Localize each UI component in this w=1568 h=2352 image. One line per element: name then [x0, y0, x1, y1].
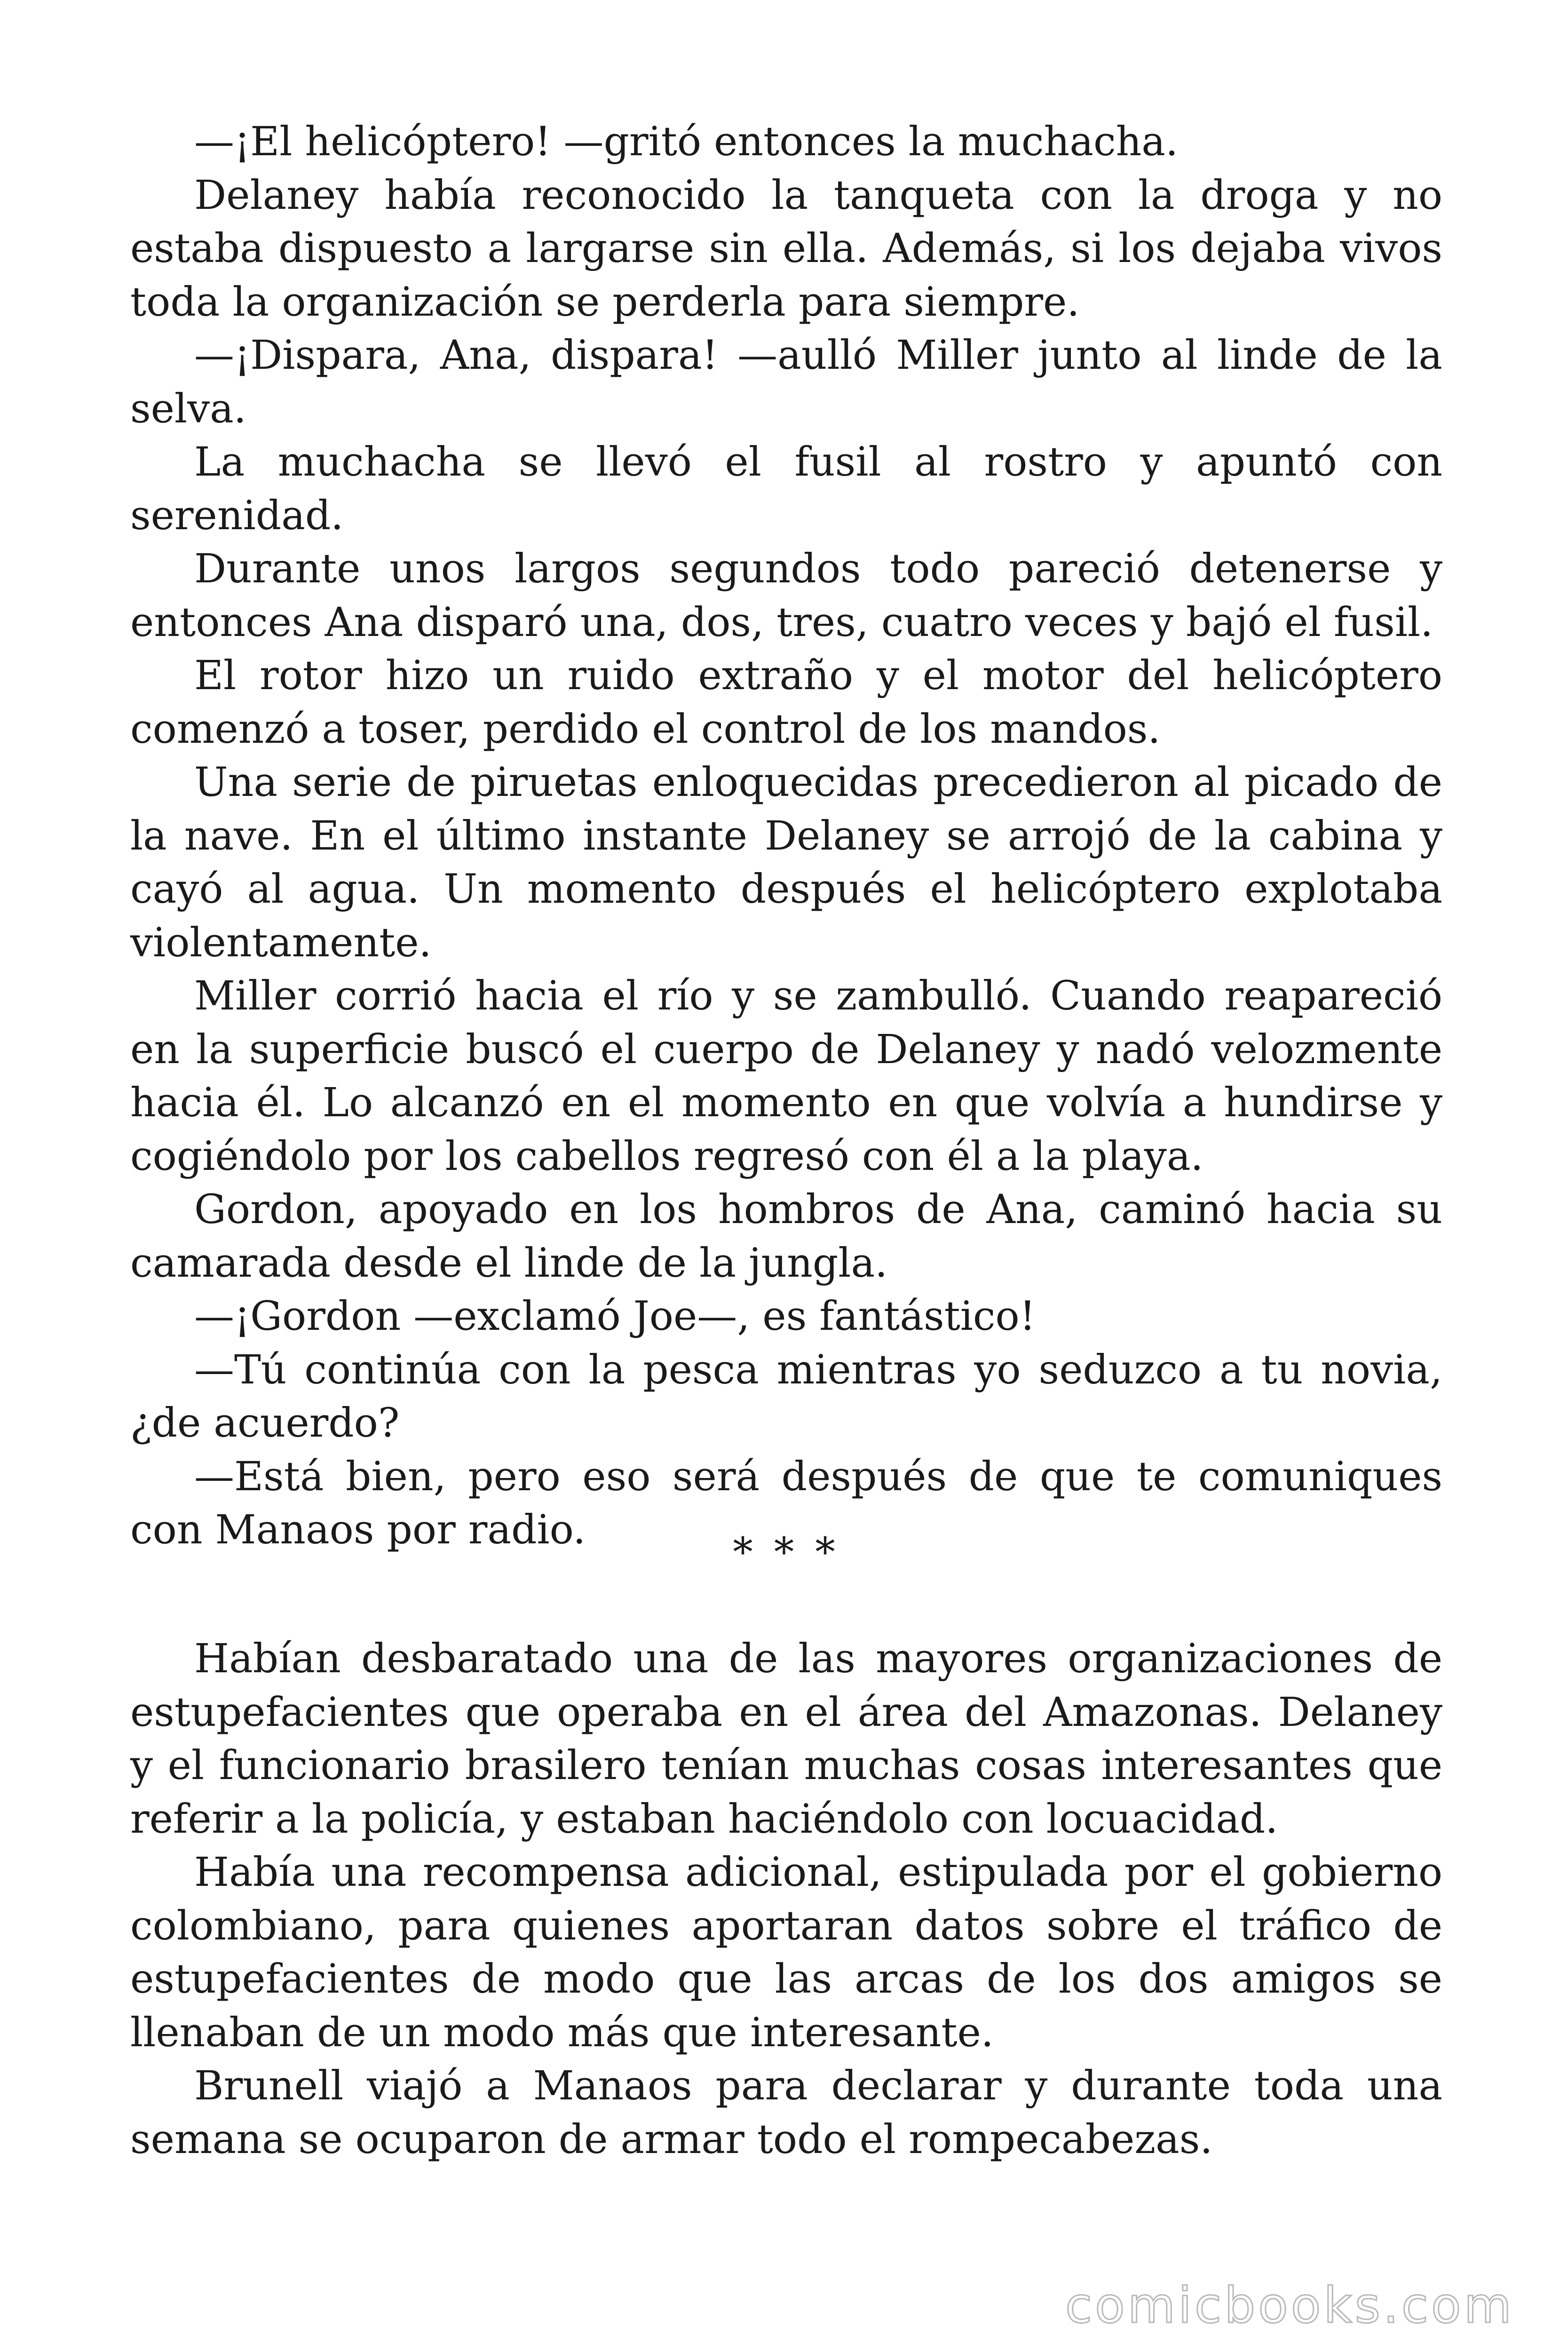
- paragraph: Brunell viajó a Manaos para declarar y durante toda una semana se ocuparon de armar todo el rompecabezas.: [130, 2063, 1442, 2163]
- watermark-logo: comicbooks.com: [1065, 2277, 1514, 2334]
- paragraph: Una serie de piruetas enloquecidas precedieron al picado de la nave. En el último instante Delaney se arrojó de la cabina y cayó al agua. Un momento después el helicóptero explotaba violentamente.: [130, 759, 1442, 966]
- body-text-bottom: [130, 1632, 1442, 2166]
- paragraph: —Tú continúa con la pesca mientras yo seduzco a tu novia, ¿de acuerdo?: [130, 1346, 1442, 1446]
- paragraph: Delaney había reconocido la tanqueta con la droga y no estaba dispuesto a largarse sin ella. Además, si los dejaba vivos toda la organización se perderla para siempre.: [130, 172, 1442, 326]
- paragraph: Gordon, apoyado en los hombros de Ana, caminó hacia su camarada desde el linde de la jungla.: [130, 1186, 1442, 1287]
- paragraph: —¡Gordon —exclamó Joe—, es fantástico!: [194, 1293, 1036, 1340]
- paragraph: —¡Dispara, Ana, dispara! —aulló Miller junto al linde de la selva.: [130, 332, 1442, 432]
- paragraph: La muchacha se llevó el fusil al rostro y apuntó con serenidad.: [130, 439, 1442, 539]
- paragraph: Había una recompensa adicional, estipulada por el gobierno colombiano, para quienes aportaran datos sobre el tráfico de estupefacientes de modo que las arcas de los dos amigos se llenaban de un modo más que interesante.: [130, 1849, 1442, 2056]
- paragraph: —¡El helicóptero! —gritó entonces la muchacha.: [194, 119, 1179, 165]
- section-separator: * * *: [733, 1529, 835, 1576]
- paragraph: El rotor hizo un ruido extraño y el motor del helicóptero comenzó a toser, perdido el control de los mandos.: [130, 652, 1442, 753]
- paragraph: Durante unos largos segundos todo pareció detenerse y entonces Ana disparó una, dos, tres, cuatro veces y bajó el fusil.: [130, 546, 1442, 646]
- body-text-top: [130, 115, 1442, 1557]
- paragraph: Miller corrió hacia el río y se zambulló. Cuando reapareció en la superficie buscó el cuerpo de Delaney y nadó velozmente hacia él. Lo alcanzó en el momento en que volvía a hundirse y cogiéndolo por los cabellos regresó con él a la playa.: [130, 973, 1442, 1180]
- paragraph: Habían desbaratado una de las mayores organizaciones de estupefacientes que operaba en el área del Amazonas. Delaney y el funcionario brasilero tenían muchas cosas interesantes que referir a la policía, y estaban haciéndolo con locuacidad.: [130, 1636, 1442, 1843]
- paragraph: —Está bien, pero eso será después de que te comuniques con Manaos por radio.: [130, 1453, 1442, 1553]
